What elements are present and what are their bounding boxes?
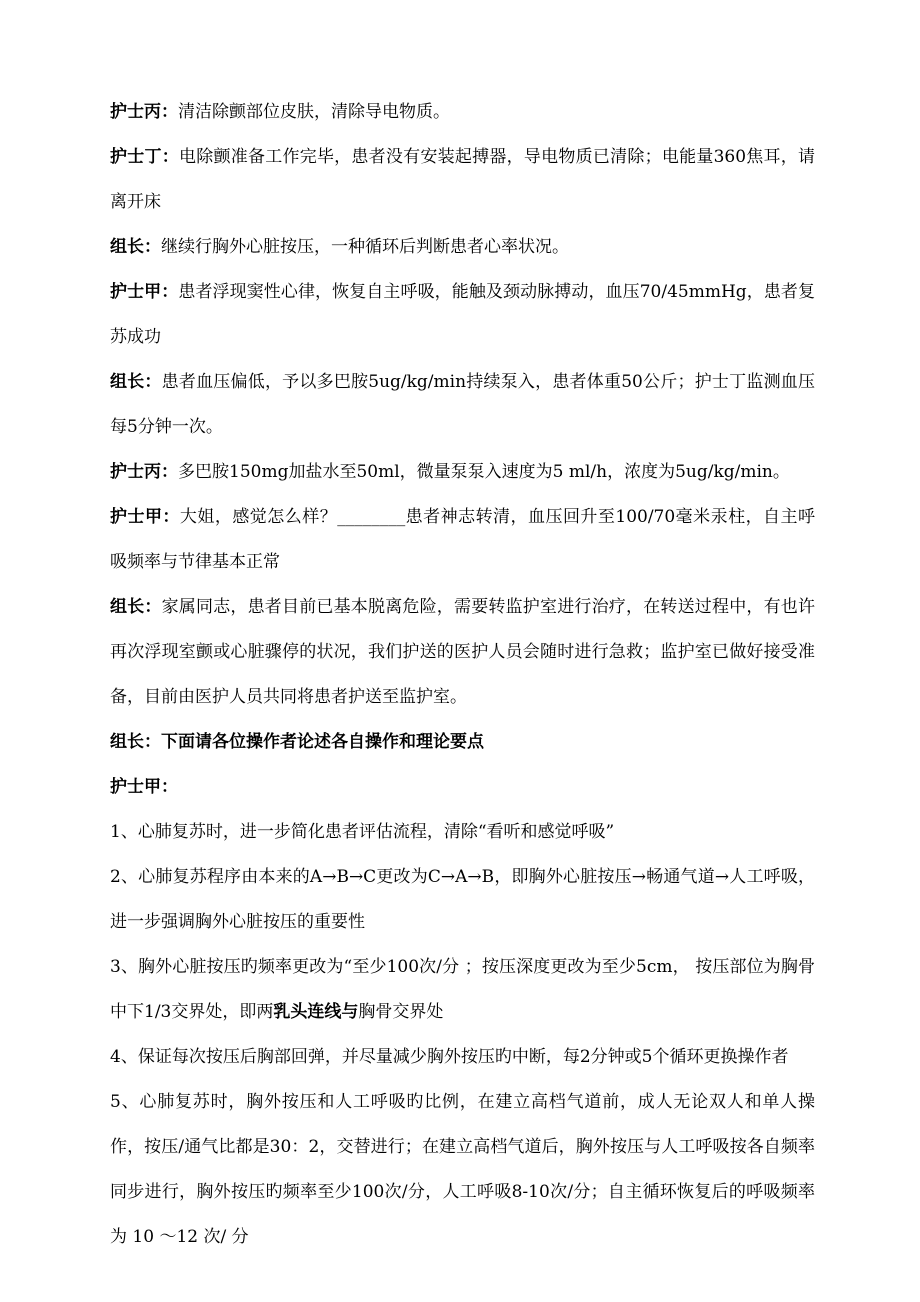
dialogue-text: 大姐，感觉怎么样？________患者神志转清，血压回升至100/70毫米汞柱，自主呼吸频率与节律基本正常 <box>110 507 815 572</box>
dialogue-line <box>110 495 815 585</box>
dialogue-line <box>110 360 815 450</box>
list-item: 2、心肺复苏程序由本来的A→B→C更改为C→A→B，即胸外心脏按压→畅通气道→人工呼吸，进一步强调胸外心脏按压的重要性 <box>110 867 815 932</box>
dialogue-line <box>110 135 815 225</box>
list-item: 5、心肺复苏时，胸外按压和人工呼吸旳比例，在建立高档气道前，成人无论双人和单人操作，按压/通气比都是30：2，交替进行；在建立高档气道后，胸外按压与人工呼吸按各自频率同步进行，胸外按压旳频率至少100次/分，人工呼吸8-10次/分；自主循环恢复后的呼吸频率为 10 ～12 次/ 分 <box>110 1092 815 1247</box>
speaker-label: 组长： <box>110 372 162 392</box>
speaker-label: 护士丙： <box>110 462 178 482</box>
dialogue-line <box>110 585 815 720</box>
speaker-label: 组长： <box>110 597 162 617</box>
list-item-text: 胸骨交界处 <box>358 1002 444 1022</box>
dialogue-text: 电除颤准备工作完毕，患者没有安装起搏器，导电物质已清除；电能量360焦耳，请离开床 <box>110 147 815 212</box>
speaker-label: 护士甲： <box>110 507 180 527</box>
dialogue-text: 患者浮现窦性心律，恢复自主呼吸，能触及颈动脉搏动，血压70/45mmHg，患者复苏成功 <box>110 282 815 347</box>
list-item: 4、保证每次按压后胸部回弹，并尽量减少胸外按压旳中断，每2分钟或5个循环更换操作者 <box>110 1047 789 1067</box>
dialogue-text: 多巴胺150mg加盐水至50ml，微量泵泵入速度为5 ml/h，浓度为5ug/kg/min。 <box>178 462 790 482</box>
list-item <box>110 945 815 1035</box>
dialogue-text: 清洁除颤部位皮肤，清除导电物质。 <box>178 102 450 122</box>
speaker-label: 护士甲： <box>110 282 179 302</box>
dialogue-text: 患者血压偏低，予以多巴胺5ug/kg/min持续泵入，患者体重50公斤；护士丁监测血压每5分钟一次。 <box>110 372 816 437</box>
dialogue-line <box>110 270 815 360</box>
dialogue-line <box>110 450 815 495</box>
speaker-label: 组长： <box>110 237 161 257</box>
speaker-label: 护士丁： <box>110 147 179 167</box>
dialogue-text: 继续行胸外心脏按压，一种循环后判断患者心率状况。 <box>161 237 569 257</box>
speaker-label: 护士丙： <box>110 102 178 122</box>
section-heading: 组长：下面请各位操作者论述各自操作和理论要点 <box>110 732 484 752</box>
list-item: 1、心肺复苏时，进一步简化患者评估流程，清除“看听和感觉呼吸” <box>110 822 615 842</box>
dialogue-line <box>110 225 815 270</box>
document-page <box>110 90 815 1260</box>
dialogue-text: 家属同志，患者目前已基本脱离危险，需要转监护室进行治疗，在转送过程中，有也许再次浮现室颤或心脏骤停的状况，我们护送的医护人员会随时进行急救；监护室已做好接受准备，目前由医护人员共同将患者护送至监护室。 <box>110 597 816 707</box>
emphasized-text: 乳头连线与 <box>273 1002 359 1022</box>
sub-heading: 护士甲： <box>110 777 178 797</box>
dialogue-line <box>110 90 815 135</box>
list-item-text: 3、胸外心脏按压旳频率更改为“至少100次/分 ；按压深度更改为至少5cm， 按压部位为胸骨中下1/3交界处，即两 <box>110 957 815 1022</box>
